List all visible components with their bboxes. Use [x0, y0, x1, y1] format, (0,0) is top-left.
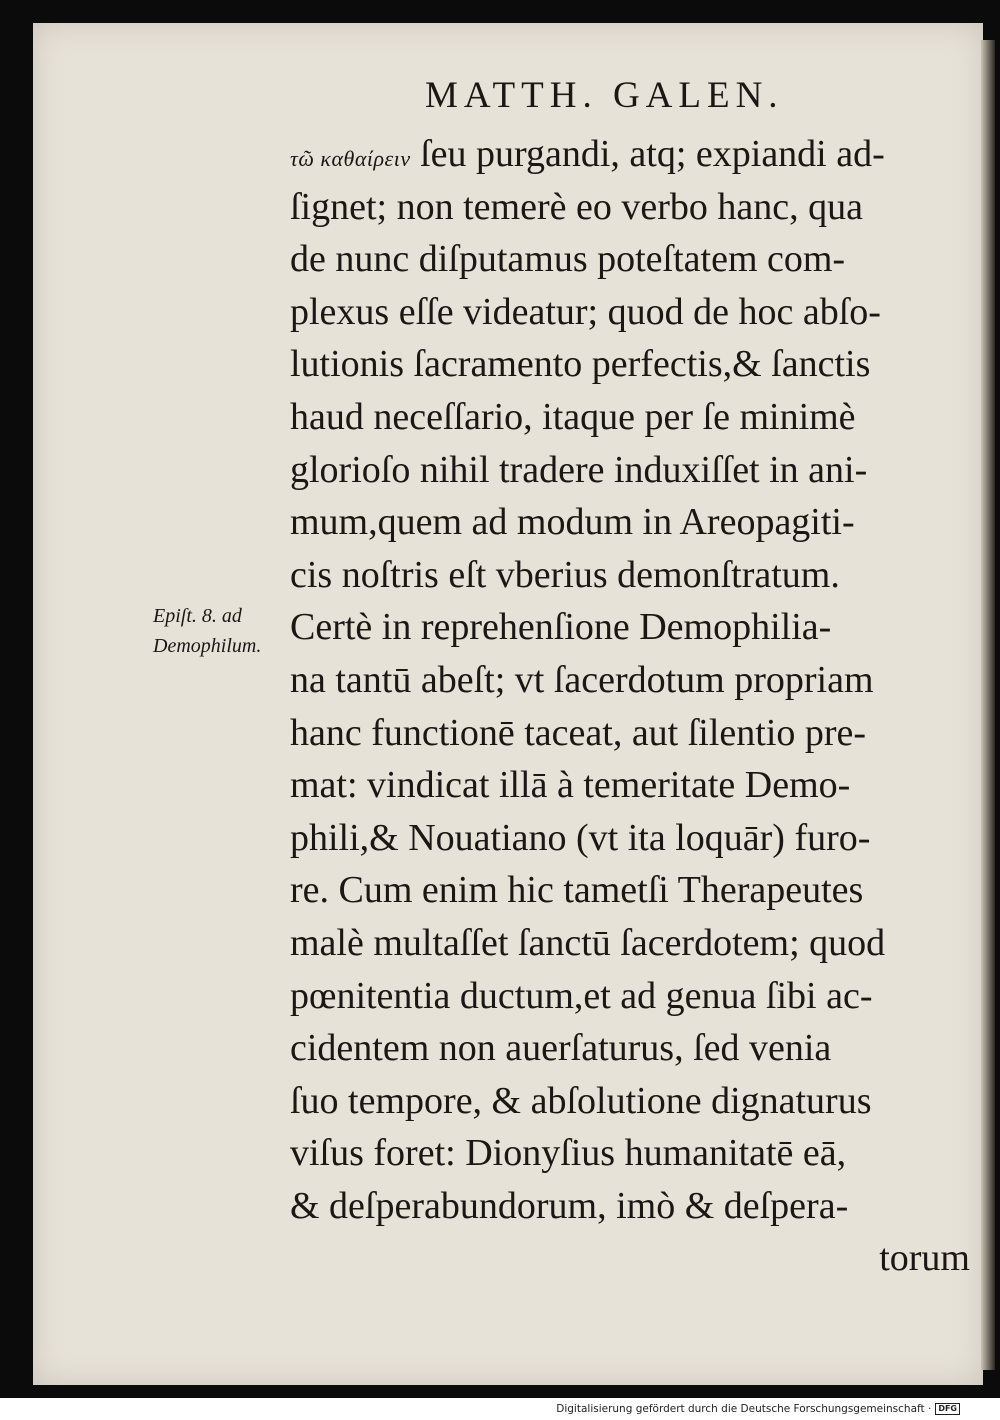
- text-line: mum,quem ad modum in Areopagiti-: [290, 501, 855, 544]
- text-line: plexus eſſe videatur; quod de hoc abſo-: [290, 290, 881, 333]
- greek-word: τῶ καθαίρειν: [290, 146, 411, 171]
- text-line: pœnitentia ductum,et ad genua ſibi ac-: [290, 974, 873, 1017]
- text-line: ſignet; non temerè eo verbo hanc, qua: [290, 185, 863, 228]
- text-line: viſus foret: Dionyſius humanitatē eā,: [290, 1132, 847, 1175]
- text-line: de nunc diſputamus poteſtatem com-: [290, 238, 846, 281]
- body-text: [290, 128, 980, 1285]
- text-line-1: [290, 128, 980, 181]
- text-line: re. Cum enim hic tametſi Therapeutes: [290, 869, 864, 912]
- text-line: & deſperabundorum, imò & deſpera-: [290, 1184, 849, 1227]
- digitization-footer: [556, 1403, 960, 1415]
- text-line: glorioſo nihil tradere induxiſſet in ani-: [290, 448, 868, 491]
- running-head: MATTH. GALEN.: [425, 75, 784, 116]
- marginal-note-line-1: Epiſt. 8. ad: [153, 605, 242, 627]
- page-edge: [981, 40, 995, 1370]
- marginal-note: [153, 601, 288, 661]
- text-line: cis noſtris eſt vberius demonſtratum.: [290, 553, 840, 596]
- catchword: torum: [879, 1237, 970, 1280]
- text-line: malè multaſſet ſanctū ſacerdotem; quod: [290, 921, 886, 964]
- text-line: na tantū abeſt; vt ſacerdotum propriam: [290, 658, 874, 701]
- text-line: mat: vindicat illā à temeritate Demo-: [290, 764, 851, 807]
- text-line: hanc functionē taceat, aut ſilentio pre-: [290, 711, 867, 754]
- marginal-note-line-2: Demophilum.: [153, 635, 262, 657]
- dfg-logo-icon: DFG: [935, 1403, 960, 1415]
- first-line-text: ſeu purgandi, atq; expiandi ad-: [420, 133, 885, 175]
- footer-text: Digitalisierung gefördert durch die Deutsche Forschungsgemeinschaft ·: [556, 1403, 932, 1415]
- text-line: phili,& Nouatiano (vt ita loquār) furo-: [290, 816, 871, 859]
- text-line: ſuo tempore, & abſolutione dignaturus: [290, 1079, 872, 1122]
- text-line: lutionis ſacramento perfectis,& ſanctis: [290, 343, 871, 386]
- text-line: Certè in reprehenſione Demophilia-: [290, 606, 832, 649]
- text-line: haud neceſſario, itaque per ſe minimè: [290, 395, 856, 438]
- text-line: cidentem non auerſaturus, ſed venia: [290, 1027, 832, 1070]
